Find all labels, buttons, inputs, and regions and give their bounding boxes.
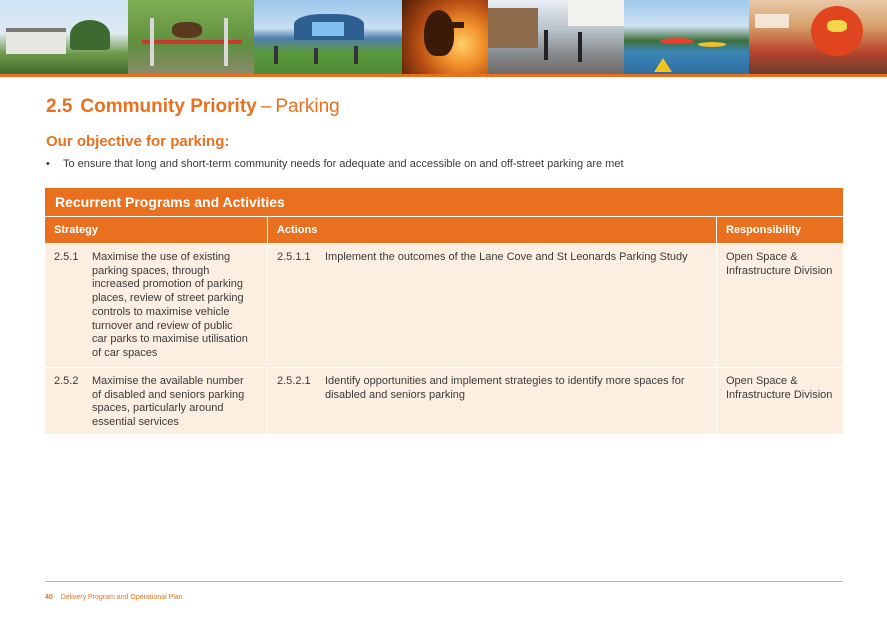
kookaburra-sunset-photo: [402, 0, 488, 74]
column-header-strategy: Strategy: [45, 217, 268, 243]
strategy-cell: [45, 368, 268, 434]
action-cell: [268, 244, 717, 367]
responsibility-text: Open Space & Infrastructure Division: [726, 251, 833, 277]
priority-topic: Parking: [275, 96, 340, 117]
river-kayaking-photo: [624, 0, 749, 74]
action-text: Identify opportunities and implement strategies to identify more spaces for disabled and seniors parking: [325, 375, 685, 401]
objective-item: [46, 158, 624, 170]
objective-heading: Our objective for parking:: [46, 133, 230, 150]
outdoor-exercise-class-photo: [254, 0, 402, 74]
responsibility-cell: [717, 368, 843, 434]
priority-number: 2.5: [46, 96, 73, 117]
page-title: [46, 96, 340, 118]
strategy-text: Maximise the use of existing parking spaces, through increased promotion of parking places, review of street parking controls to maximise vehicle turnover and review of public car parks to maximise utilisation of car spaces: [92, 251, 248, 359]
action-code: 2.5.2.1: [277, 375, 311, 387]
photo-banner: [0, 0, 887, 74]
programs-table: [45, 188, 843, 434]
strategy-code: 2.5.2: [54, 375, 79, 387]
banner-divider: [0, 74, 887, 77]
strategy-text: Maximise the available number of disabled and seniors parking spaces, particularly around essential services: [92, 375, 245, 429]
strategy-cell: [45, 244, 268, 367]
responsibility-cell: [717, 244, 843, 367]
table-row: [45, 243, 843, 367]
objective-text: To ensure that long and short-term community needs for adequate and accessible on and off-street parking are met: [63, 158, 624, 170]
document-title: Delivery Program and Operational Plan: [60, 594, 183, 601]
table-row: [45, 367, 843, 434]
title-separator: –: [260, 96, 272, 117]
column-header-actions: Actions: [268, 217, 717, 243]
footer-divider: [45, 581, 843, 582]
bullet-icon: •: [46, 158, 50, 170]
strategy-code: 2.5.1: [54, 251, 79, 263]
responsibility-text: Open Space & Infrastructure Division: [726, 375, 833, 401]
action-text: Implement the outcomes of the Lane Cove and St Leonards Parking Study: [325, 251, 688, 263]
priority-label: Community Priority: [80, 96, 257, 117]
action-code: 2.5.1.1: [277, 251, 311, 263]
community-building-photo: [0, 0, 128, 74]
table-title: Recurrent Programs and Activities: [45, 188, 843, 217]
street-shopping-photo: [488, 0, 624, 74]
dog-agility-photo: [128, 0, 254, 74]
page-footer: [45, 594, 183, 601]
column-header-responsibility: Responsibility: [726, 224, 802, 236]
table-header-row: [45, 217, 843, 243]
lion-dance-festival-photo: [749, 0, 887, 74]
action-cell: [268, 368, 717, 434]
page-number: 40: [45, 594, 53, 601]
